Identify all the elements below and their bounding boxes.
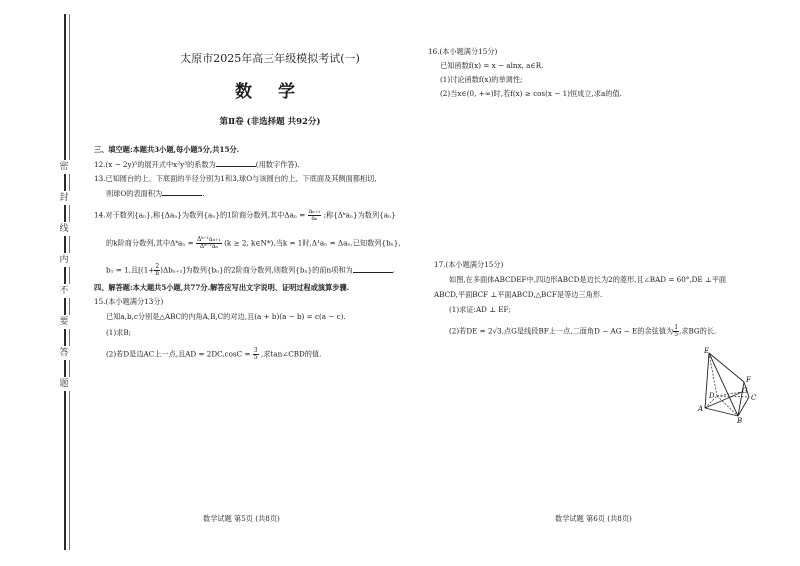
question-15-header: 15.(本小题满分13分) <box>94 297 164 306</box>
q14-l2b: (k ≥ 2, k∈N*),当k = 1时,Δ¹aₙ = Δaₙ.已知数列{bₙ}, <box>224 238 401 248</box>
binding-line <box>64 14 66 550</box>
q14-frac1-den: aₙ <box>311 215 318 222</box>
binding-char: 密 <box>59 162 69 172</box>
q14-tail: . <box>392 265 396 275</box>
label-E: E <box>704 347 710 355</box>
q14-frac1 <box>308 209 322 222</box>
question-17-header: 17.(本小题满分15分) <box>434 260 504 269</box>
edge-DC <box>717 396 749 397</box>
label-C: C <box>751 394 757 402</box>
q14-frac3-den: n <box>155 270 160 277</box>
binding-char: 不 <box>59 286 69 296</box>
question-15-part1: (1)求B; <box>106 328 132 337</box>
question-14-line1 <box>94 209 396 222</box>
q14-l3a: b₁ = 1,且[(1+ <box>106 265 155 275</box>
q13-tail: . <box>202 189 205 198</box>
q12-text: 12.(x − 2y)⁵的展开式中x²y³的系数为 <box>94 160 216 169</box>
question-17-stem-line1: 如图,在多面体ABCDEF中,四边形ABCD是边长为2的菱形,且∠BAD = 60°,DE ⊥平面 <box>449 275 727 284</box>
polyhedron-figure <box>695 345 775 425</box>
label-B: B <box>737 417 743 425</box>
question-14-line3 <box>106 264 395 277</box>
subject-title: 数 学 <box>235 82 305 102</box>
question-14-line2 <box>106 237 401 250</box>
binding-char: 题 <box>59 379 69 389</box>
edge-AB <box>705 408 738 416</box>
q14-frac2-num: Δᵏ⁻¹aₙ₊₁ <box>196 236 221 243</box>
binding-char: 要 <box>59 317 69 327</box>
q15-p2a: (2)若D是边AC上一点,且AD = 2DC,cosC = <box>106 349 251 359</box>
footer-page-6: 数学试题 第6页 (共8页) <box>555 514 632 523</box>
binding-char: 答 <box>59 348 69 358</box>
part-title: 第Ⅱ卷 (非选择题 共92分) <box>219 117 321 127</box>
q14-frac2-den: Δᵏ⁻¹aₙ <box>199 243 219 250</box>
q14-blank <box>353 265 396 275</box>
q15-p2b: ,求tan∠CBD的值. <box>260 349 322 359</box>
q14-l3b: )Δbₙ₊₁]为数列{bₙ}的2阶商分数列,则数列{bₙ}的前n项和为 <box>160 265 353 275</box>
q14-l1a: 14.对于数列{aₙ},称{Δaₙ}为数列{aₙ}的1阶商分数列,其中Δaₙ = <box>94 210 306 220</box>
edge-EB <box>709 353 738 416</box>
q15-frac <box>253 348 259 361</box>
q14-l1b: ;称{Δᵏaₙ}为数列{aₙ} <box>323 210 396 220</box>
question-16-part2: (2)当x∈(0, +∞)时,若f(x) ≥ cos(x − 1)恒成立,求a的值. <box>440 89 622 98</box>
q14-frac1-num: aₙ₊₁ <box>308 208 321 215</box>
question-17-part2 <box>449 325 716 338</box>
question-17-stem-line2: ABCD,平面BCF ⊥平面ABCD,△BCF是等边三角形. <box>434 290 603 299</box>
q14-frac2 <box>196 237 222 250</box>
edge-EF <box>709 353 744 382</box>
binding-char: 线 <box>59 224 69 234</box>
q15-frac-num: 3 <box>253 347 258 354</box>
exam-title: 太原市2025年高三年级模拟考试(一) <box>180 52 360 65</box>
q13-text: 则球O的表面积为 <box>106 189 163 198</box>
q17-frac-num: 1 <box>674 324 679 331</box>
question-15-part2 <box>106 348 321 361</box>
q12-tail: (用数字作答). <box>255 160 300 169</box>
binding-char: 封 <box>59 193 69 203</box>
question-13-line1: 13.已知圆台的上、下底面的半径分别为1和3,球O与该圆台的上、下底面及其侧面都相切, <box>94 174 377 183</box>
fill-section-header: 三、填空题:本题共3小题,每小题5分,共15分. <box>94 145 240 154</box>
solve-section-header: 四、解答题:本大题共5小题,共77分.解答应写出文字说明、证明过程或演算步骤. <box>94 283 350 292</box>
q14-frac3-num: 2 <box>155 263 160 270</box>
q17-p2b: ,求BG的长. <box>679 326 717 336</box>
binding-line-inner <box>69 14 70 550</box>
q13-blank <box>162 188 205 198</box>
label-G: G <box>742 387 748 395</box>
question-12 <box>94 159 300 169</box>
q12-blank <box>216 159 256 167</box>
question-16-stem: 已知函数f(x) = x − alnx, a∈R. <box>440 61 544 70</box>
question-13-line2 <box>106 188 205 198</box>
q15-frac-den: 5 <box>253 354 258 361</box>
footer-page-5: 数学试题 第5页 (共8页) <box>203 514 280 523</box>
question-16-part1: (1)讨论函数f(x)的单调性; <box>440 75 523 84</box>
label-F: F <box>746 376 751 384</box>
edge-ED <box>709 353 717 396</box>
q17-frac-den: 5 <box>674 331 679 338</box>
q17-p2a: (2)若DE = 2√3,点G是线段BF上一点,二面角D − AG − E的余弦值为 <box>449 326 674 336</box>
question-17-part1: (1)求证:AD ⊥ EF; <box>449 305 511 314</box>
label-D: D <box>709 392 715 400</box>
question-15-stem: 已知a,b,c分别是△ABC的内角A,B,C的对边,且(a + b)(a − b) = c(a − c). <box>106 312 346 321</box>
label-A: A <box>698 405 704 413</box>
question-16-header: 16.(本小题满分15分) <box>428 47 498 56</box>
q14-l2a: 的k阶商分数列,其中Δᵏaₙ = <box>106 238 194 248</box>
binding-char: 内 <box>59 255 69 265</box>
